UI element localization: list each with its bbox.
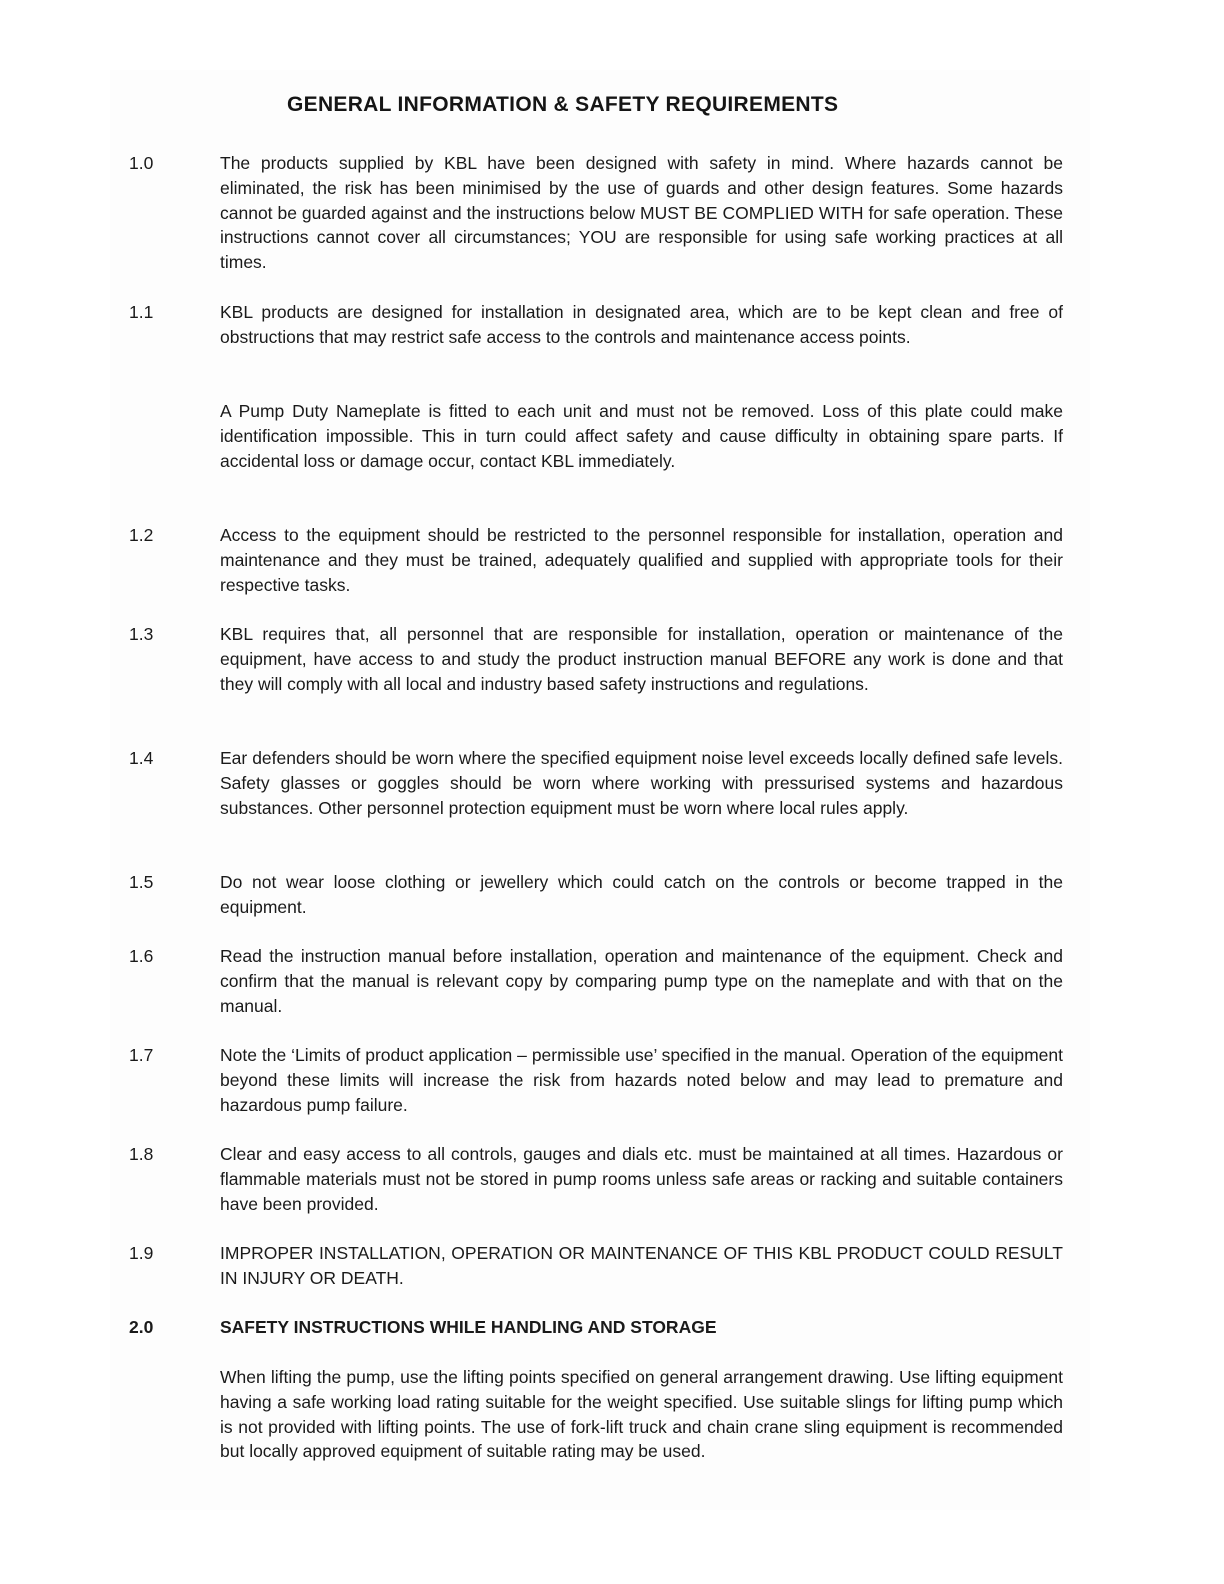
section-number: 1.3 xyxy=(129,624,154,644)
section-number: 1.7 xyxy=(129,1045,154,1065)
section-text: Clear and easy access to all controls, gauges and dials etc. must be maintained at all times. Hazardous or flammable materials must not be stored in pump rooms unless safe areas or racking and suitable containers have been provided. xyxy=(220,1144,1063,1214)
section-text: When lifting the pump, use the lifting points specified on general arrangement drawing. Use lifting equipment having a safe working load rating suitable for the weight specified. Use suitable slings for lifting pump which is not provided with lifting points. The use of fork-lift truck and chain crane sling equipment is recommended but locally approved equipment of suitable rating may be used. xyxy=(220,1367,1063,1462)
section-number: 1.1 xyxy=(129,302,154,322)
section-number: 2.0 xyxy=(129,1317,154,1337)
section-text: A Pump Duty Nameplate is fitted to each unit and must not be removed. Loss of this plate could make identification impossible. This in turn could affect safety and cause difficulty in obtaining spare parts. If accidental loss or damage occur, contact KBL immediately. xyxy=(220,401,1063,471)
section-text: KBL requires that, all personnel that are responsible for installation, operation or maintenance of the equipment, have access to and study the product instruction manual BEFORE any work is done and that they will comply with all local and industry based safety instructions and regulations. xyxy=(220,624,1063,694)
section-number: 1.9 xyxy=(129,1243,154,1263)
section-text: Do not wear loose clothing or jewellery which could catch on the controls or become trapped in the equipment. xyxy=(220,872,1063,917)
section-text: Access to the equipment should be restricted to the personnel responsible for installation, operation and maintenance and they must be trained, adequately qualified and supplied with appropriate tools for their respective tasks. xyxy=(220,525,1063,595)
section-heading: SAFETY INSTRUCTIONS WHILE HANDLING AND STORAGE xyxy=(220,1317,717,1337)
section-number: 1.8 xyxy=(129,1144,154,1164)
document-title: GENERAL INFORMATION & SAFETY REQUIREMENTS xyxy=(287,93,839,116)
section-text: Read the instruction manual before installation, operation and maintenance of the equipment. Check and confirm that the manual is relevant copy by comparing pump type on the nameplate and with that on the manual. xyxy=(220,946,1063,1016)
section-text: The products supplied by KBL have been designed with safety in mind. Where hazards cannot be eliminated, the risk has been minimised by the use of guards and other design features. Some hazards cannot be guarded against and the instructions below MUST BE COMPLIED WITH for safe operation. These instructions cannot cover all circumstances; YOU are responsible for using safe working practices at all times. xyxy=(220,153,1063,273)
section-text: KBL products are designed for installation in designated area, which are to be kept clean and free of obstructions that may restrict safe access to the controls and maintenance access points. xyxy=(220,302,1063,347)
section-number: 1.6 xyxy=(129,946,154,966)
section-text: IMPROPER INSTALLATION, OPERATION OR MAINTENANCE OF THIS KBL PRODUCT COULD RESULT IN INJURY OR DEATH. xyxy=(220,1243,1063,1288)
section-number: 1.5 xyxy=(129,872,154,892)
section-number: 1.4 xyxy=(129,748,154,768)
section-text: Note the ‘Limits of product application – permissible use’ specified in the manual. Operation of the equipment beyond these limits will increase the risk from hazards noted below and may lead to premature and hazardous pump failure. xyxy=(220,1045,1063,1115)
section-text: Ear defenders should be worn where the specified equipment noise level exceeds locally defined safe levels. Safety glasses or goggles should be worn where working with pressurised systems and hazardous substances. Other personnel protection equipment must be worn where local rules apply. xyxy=(220,748,1063,818)
section-number: 1.2 xyxy=(129,525,154,545)
section-number: 1.0 xyxy=(129,153,154,173)
